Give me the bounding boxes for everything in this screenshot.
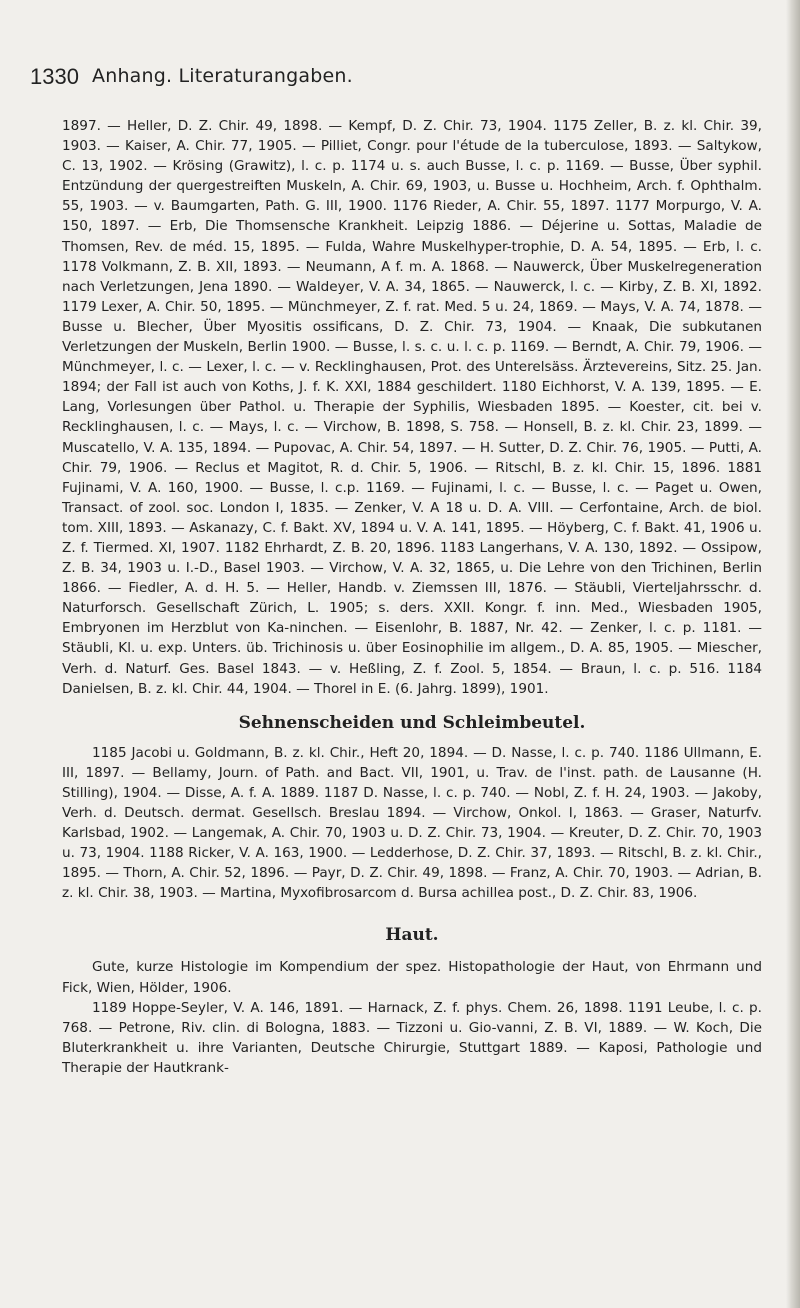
references-sehnenscheiden (62, 743, 762, 904)
references-continued (62, 116, 762, 699)
section-heading-sehnenscheiden: Sehnenscheiden und Schleimbeutel. (238, 712, 586, 733)
reference-paragraph: 1189 Hoppe-Seyler, V. A. 146, 1891. — Harnack, Z. f. phys. Chem. 26, 1898. 1191 Leube, l. c. p. 768. — Petrone, Riv. clin. di Bologna, 1883. — Tizzoni u. Gio-vanni, Z. B. VI, 1889. — W. Koch, Die Bluterkrankheit u. ihre Varianten, Deutsche Chirurgie, Stuttgart 1889. — Kaposi, Pathologie und Therapie der Hautkrank- (62, 999, 762, 1076)
running-head: Anhang. Literaturangaben. (92, 65, 353, 87)
references-haut (62, 957, 762, 1078)
page-header (30, 64, 770, 96)
page-number: 1330 (30, 64, 79, 89)
section-heading-haut: Haut. (385, 925, 439, 946)
reference-paragraph: 1897. — Heller, D. Z. Chir. 49, 1898. — Kempf, D. Z. Chir. 73, 1904. 1175 Zeller, B. z. kl. Chir. 39, 1903. — Kaiser, A. Chir. 77, 1905. — Pilliet, Congr. pour l'étude de la tuberculose, 1893. — Saltykow, C. 13, 1902. — Krösing (Grawitz), l. c. p. 1174 u. s. auch Busse, l. c. p. 1169. — Busse, Über syphil. Entzündung der quergestreiften Muskeln, A. Chir. 69, 1903, u. Busse u. Hochheim, Arch. f. Ophthalm. 55, 1903. — v. Baumgarten, Path. G. III, 1900. 1176 Rieder, A. Chir. 55, 1897. 1177 Morpurgo, V. A. 150, 1897. — Erb, Die Thomsensche Krankheit. Leipzig 1886. — Déjerine u. Sottas, Maladie de Thomsen, Rev. de méd. 15, 1895. — Fulda, Wahre Muskelhyper-trophie, D. A. 54, 1895. — Erb, l. c. 1178 Volkmann, Z. B. XII, 1893. — Neumann, A f. m. A. 1868. — Nauwerck, Über Muskelregeneration nach Verletzungen, Jena 1890. — Waldeyer, V. A. 34, 1865. — Nauwerck, l. c. — Kirby, Z. B. XI, 1892. 1179 Lexer, A. Chir. 50, 1895. — Münchmeyer, Z. f. rat. Med. 5 u. 24, 1869. — Mays, V. A. 74, 1878. — Busse u. Blecher, Über Myositis ossificans, D. Z. Chir. 73, 1904. — Knaak, Die subkutanen Verletzungen der Muskeln, Berlin 1900. — Busse, l. s. c. u. l. c. p. 1169. — Berndt, A. Chir. 79, 1906. — Münchmeyer, l. c. — Lexer, l. c. — v. Recklinghausen, Prot. des Unterelsäss. Ärztevereins, Sitz. 25. Jan. 1894; der Fall ist auch von Koths, J. f. K. XXI, 1884 geschildert. 1180 Eichhorst, V. A. 139, 1895. — E. Lang, Vorlesungen über Pathol. u. Therapie der Syphilis, Wiesbaden 1895. — Koester, cit. bei v. Recklinghausen, l. c. — Mays, l. c. — Virchow, B. 1898, S. 758. — Honsell, B. z. kl. Chir. 23, 1899. — Muscatello, V. A. 135, 1894. — Pupovac, A. Chir. 54, 1897. — H. Sutter, D. Z. Chir. 76, 1905. — Putti, A. Chir. 79, 1906. — Reclus et Magitot, R. d. Chir. 5, 1906. — Ritschl, B. z. kl. Chir. 15, 1896. 1881 Fujinami, V. A. 160, 1900. — Busse, l. c.p. 1169. — Fujinami, l. c. — Busse, l. c. — Paget u. Owen, Transact. of zool. soc. London I, 1835. — Zenker, V. A 18 u. D. A. VIII. — Cerfontaine, Arch. de biol. tom. XIII, 1893. — Askanazy, C. f. Bakt. XV, 1894 u. V. A. 141, 1895. — Höyberg, C. f. Bakt. 41, 1906 u. Z. f. Tiermed. XI, 1907. 1182 Ehrhardt, Z. B. 20, 1896. 1183 Langerhans, V. A. 130, 1892. — Ossipow, Z. B. 34, 1903 u. I.-D., Basel 1903. — Virchow, V. A. 32, 1865, u. Die Lehre von den Trichinen, Berlin 1866. — Fiedler, A. d. H. 5. — Heller, Handb. v. Ziemssen III, 1876. — Stäubli, Vierteljahrsschr. d. Naturforsch. Gesellschaft Zürich, L. 1905; s. ders. XXII. Kongr. f. inn. Med., Wiesbaden 1905, Embryonen im Herzblut von Ka-ninchen. — Eisenlohr, B. 1887, Nr. 42. — Zenker, l. c. p. 1181. — Stäubli, Kl. u. exp. Unters. üb. Trichinosis u. über Eosinophilie im allgem., D. A. 85, 1905. — Miescher, Verh. d. Naturf. Ges. Basel 1843. — v. Heßling, Z. f. Zool. 5, 1854. — Braun, l. c. p. 516. 1184 Danielsen, B. z. kl. Chir. 44, 1904. — Thorel in E. (6. Jahrg. 1899), 1901. (62, 118, 762, 697)
page-body (62, 116, 762, 1078)
reference-paragraph: 1185 Jacobi u. Goldmann, B. z. kl. Chir., Heft 20, 1894. — D. Nasse, l. c. p. 740. 1186 Ullmann, E. III, 1897. — Bellamy, Journ. of Path. and Bact. VII, 1901, u. Trav. de l'inst. path. de Lausanne (H. Stilling), 1904. — Disse, A. f. A. 1889. 1187 D. Nasse, l. c. p. 740. — Nobl, Z. f. H. 24, 1903. — Jakoby, Verh. d. Deutsch. dermat. Gesellsch. Breslau 1894. — Virchow, Onkol. I, 1863. — Graser, Naturfv. Karlsbad, 1902. — Langemak, A. Chir. 70, 1903 u. D. Z. Chir. 73, 1904. — Kreuter, D. Z. Chir. 70, 1903 u. 73, 1904. 1188 Ricker, V. A. 163, 1900. — Ledderhose, D. Z. Chir. 37, 1893. — Ritschl, B. z. kl. Chir., 1895. — Thorn, A. Chir. 52, 1896. — Payr, D. Z. Chir. 49, 1898. — Franz, A. Chir. 70, 1903. — Adrian, B. z. kl. Chir. 38, 1903. — Martina, Myxofibrosarcom d. Bursa achillea post., D. Z. Chir. 83, 1906. (62, 744, 762, 902)
page-edge (786, 0, 800, 1308)
intro-paragraph: Gute, kurze Histologie im Kompendium der spez. Histopathologie der Haut, von Ehrmann und Fick, Wien, Hölder, 1906. (62, 959, 762, 996)
